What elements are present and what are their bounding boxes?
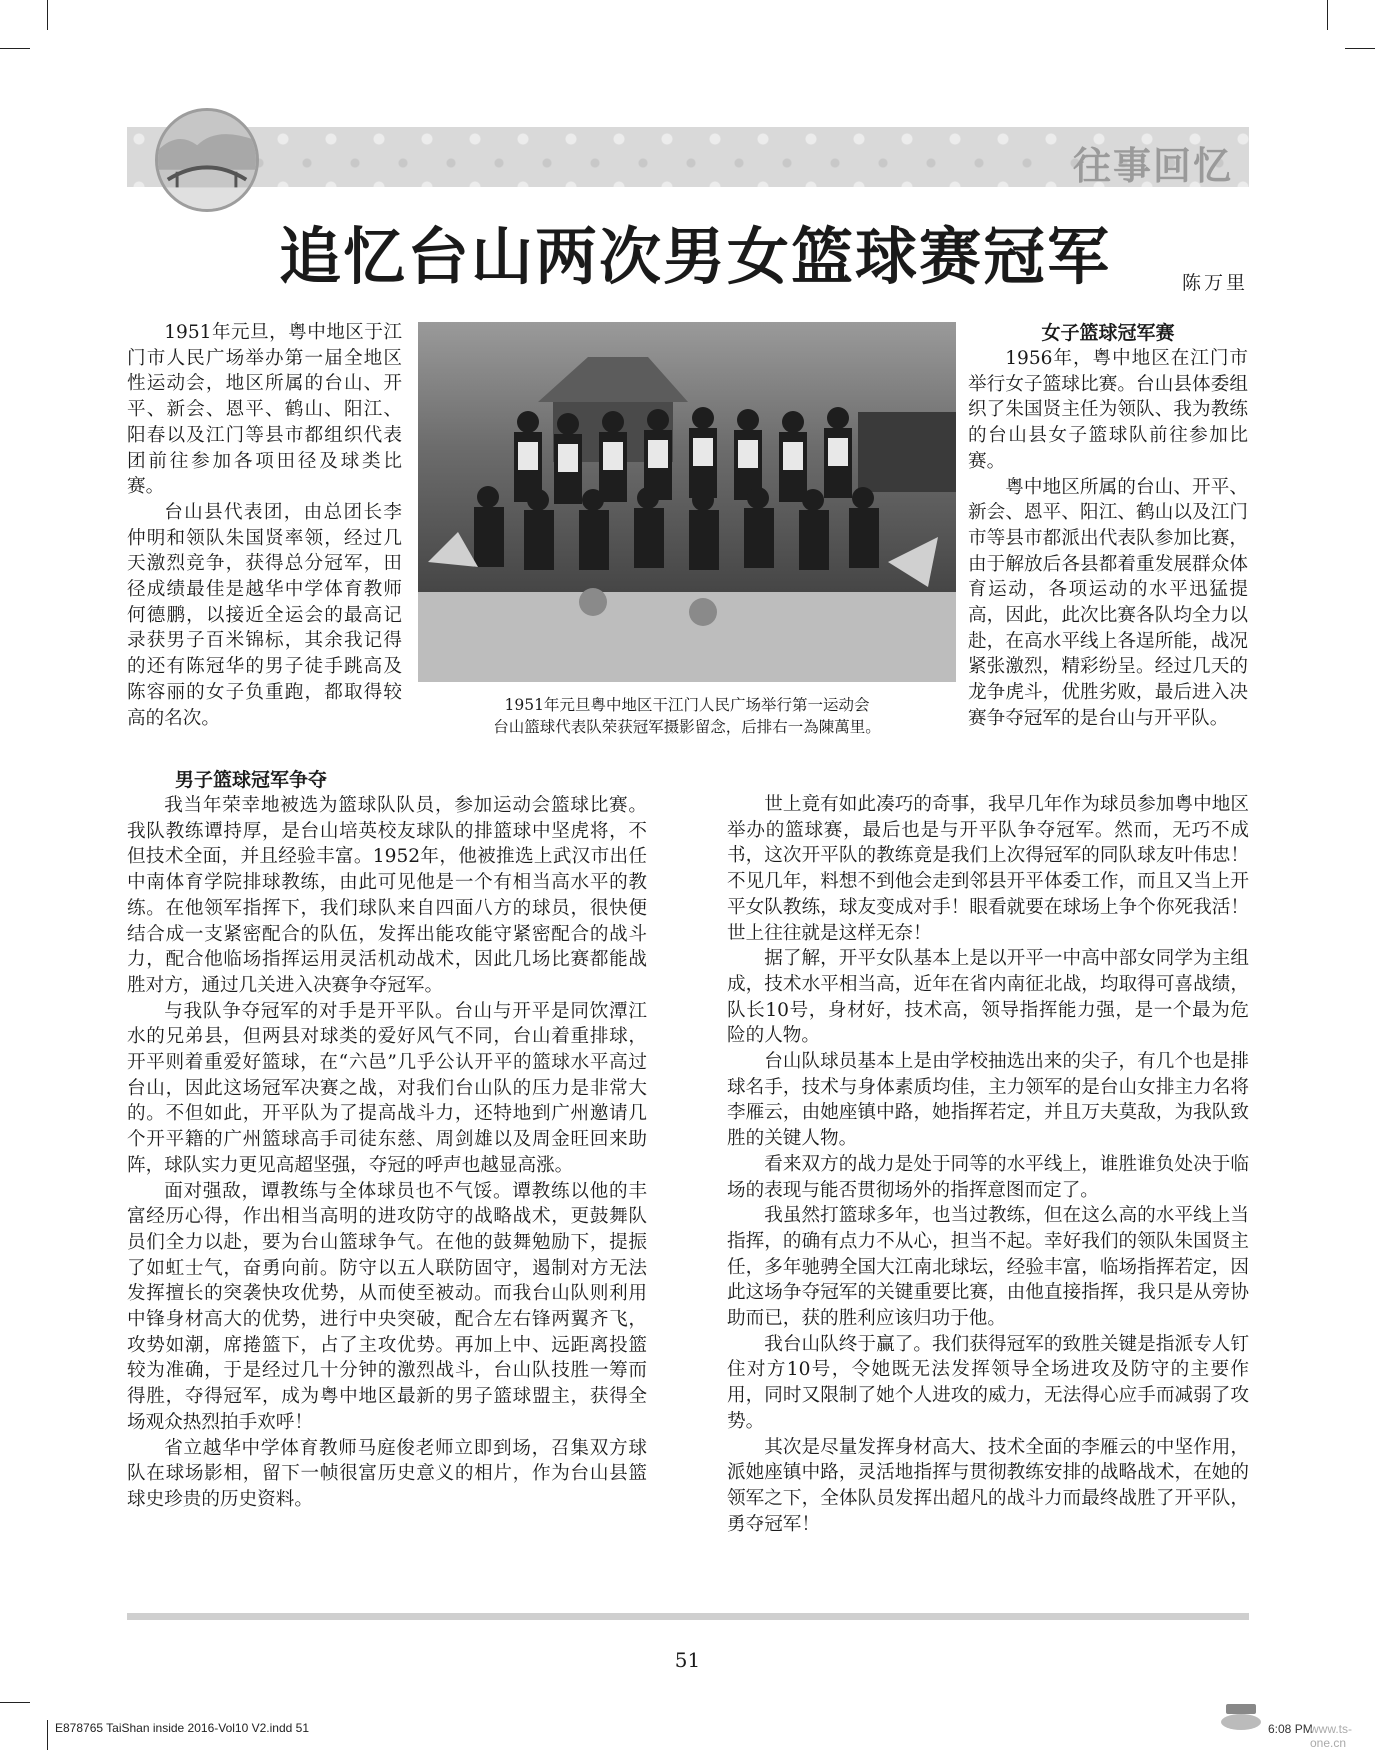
bridge-landscape-icon bbox=[155, 108, 259, 212]
watermark-url: www.ts-one.cn bbox=[1310, 1722, 1352, 1750]
paragraph: 其次是尽量发挥身材高大、技术全面的李雁云的中坚作用，派她座镇中路，灵活地指挥与贯彻教练安排的战略战术，在她的领军之下，全体队员发挥出超凡的战斗力而最终战胜了开平队，勇夺冠军！ bbox=[727, 1436, 1249, 1535]
section-heading: 女子篮球冠军赛 bbox=[1041, 322, 1175, 344]
section-header-band bbox=[127, 127, 1249, 187]
paragraph: 世上竟有如此凑巧的奇事，我早几年作为球员参加粤中地区举办的篮球赛，最后也是与开平队争夺冠军。然而，无巧不成书，这次开平队的教练竟是我们上次得冠军的同队球友叶伟忠！不见几年，料想不到他会走到邻县开平体委工作，而且又当上开平女队教练，球友变成对手！眼看就要在球场上争个你死我活！世上往往就是这样无奈！ bbox=[727, 794, 1249, 944]
paragraph: 我当年荣幸地被选为篮球队队员，参加运动会篮球比赛。我队教练谭持厚，是台山培英校友球队的排篮球中坚虎将，不但技术全面，并且经验丰富。1952年，他被推选上武汉市出任中南体育学院排球教练，由此可见他是一个有相当高水平的教练。在他领军指挥下，我们球队来自四面八方的球员，很快便结合成一支紧密配合的队伍，发挥出能攻能守紧密配合的战斗力，配合他临场指挥运用灵活机动战术，因此几场比赛都能战胜对方，通过几关进入决赛争夺冠军。 bbox=[127, 795, 647, 996]
page-number: 51 bbox=[674, 1648, 701, 1672]
paragraph: 1951年元旦，粤中地区于江门市人民广场举办第一届全地区性运动会，地区所属的台山、开平、新会、恩平、鹤山、阳江、阳春以及江门等县市都组织代表团前往参加各项田径及球类比赛。 bbox=[127, 322, 402, 498]
print-slug: E878765 TaiShan inside 2016-Vol10 V2.indd 51 bbox=[55, 1721, 309, 1735]
paragraph: 我台山队终于赢了。我们获得冠军的致胜关键是指派专人钉住对方10号，令她既无法发挥领导全场进攻及防守的主要作用，同时又限制了她个人进攻的威力，无法得心应手而减弱了攻势。 bbox=[727, 1333, 1249, 1432]
paragraph: 面对强敌，谭教练与全体球员也不气馁。谭教练以他的丰富经历心得，作出相当高明的进攻防守的战略战术，更鼓舞队员们全力以赴，要为台山篮球争气。在他的鼓舞勉励下，提振了如虹士气，奋勇向前。防守以五人联防固守，遏制对方无法发挥擅长的突袭快攻优势，从而使至被动。而我台山队则利用中锋身材高大的优势，进行中央突破，配合左右锋两翼齐飞，攻势如潮，席捲篮下，占了主攻优势。再加上中、远距离投篮较为准确，于是经过几十分钟的激烈战斗，台山队技胜一筹而得胜，夺得冠军，成为粤中地区最新的男子篮球盟主，获得全场观众热烈拍手欢呼！ bbox=[127, 1180, 647, 1433]
crop-mark bbox=[1345, 48, 1375, 49]
section-label: 往事回忆 bbox=[1072, 144, 1233, 188]
paragraph: 省立越华中学体育教师马庭俊老师立即到场，召集双方球队在球场影相，留下一帧很富历史意义的相片，作为台山县篮球史珍贵的历史资料。 bbox=[127, 1437, 647, 1510]
photo-caption bbox=[418, 694, 956, 738]
author-name: 陈万里 bbox=[1181, 272, 1248, 294]
crop-mark bbox=[47, 0, 48, 30]
watermark-time: 6:08 PM bbox=[1268, 1722, 1313, 1736]
watermark-logo-icon bbox=[1218, 1702, 1264, 1732]
men-section bbox=[127, 767, 647, 1513]
women-section-upper bbox=[968, 320, 1248, 732]
paragraph: 看来双方的战力是处于同等的水平线上，谁胜谁负处决于临场的表现与能否贯彻场外的指挥意图而定了。 bbox=[727, 1153, 1249, 1201]
crop-mark bbox=[0, 48, 30, 49]
crop-mark bbox=[0, 1702, 30, 1703]
section-heading: 男子篮球冠军争夺 bbox=[175, 769, 328, 791]
crop-mark bbox=[47, 1720, 48, 1750]
women-section-lower bbox=[727, 792, 1249, 1537]
team-photo bbox=[418, 322, 956, 682]
footer-rule bbox=[127, 1613, 1249, 1620]
paragraph: 1956年，粤中地区在江门市举行女子篮球比赛。台山县体委组织了朱国贤主任为领队、我为教练的台山县女子篮球队前往参加比赛。 bbox=[968, 348, 1248, 472]
intro-column bbox=[127, 320, 402, 731]
paragraph: 我虽然打篮球多年，也当过教练，但在这么高的水平线上当指挥，的确有点力不从心，担当不起。幸好我们的领队朱国贤主任，多年驰骋全国大江南北球坛，经验丰富，临场指挥若定，因此这场争夺冠军的关键重要比赛，由他直接指挥，我只是从旁协助而已，获的胜利应该归功于他。 bbox=[727, 1205, 1249, 1330]
crop-mark bbox=[1327, 0, 1328, 30]
caption-line: 台山篮球代表队荣获冠军摄影留念，后排右一為陳萬里。 bbox=[493, 718, 881, 736]
article-title: 追忆台山两次男女篮球赛冠军 bbox=[278, 220, 1111, 293]
paragraph: 据了解，开平女队基本上是以开平一中高中部女同学为主组成，技术水平相当高，近年在省内南征北战，均取得可喜战绩，队长10号，身材好，技术高，领导指挥能力强，是一个最为危险的人物。 bbox=[727, 948, 1249, 1047]
caption-line: 1951年元旦粤中地区干江门人民广场举行第一运动会 bbox=[504, 696, 870, 714]
paragraph: 与我队争夺冠军的对手是开平队。台山与开平是同饮潭江水的兄弟县，但两县对球类的爱好风气不同，台山着重排球，开平则着重爱好篮球，在“六邑”几乎公认开平的篮球水平高过台山，因此这场冠军决赛之战，对我们台山队的压力是非常大的。不但如此，开平队为了提高战斗力，还特地到广州邀请几个开平籍的广州篮球高手司徒东慈、周剑雄以及周金旺回来助阵，球队实力更见高超坚强，夺冠的呼声也越显高涨。 bbox=[127, 1000, 647, 1176]
paragraph: 台山县代表团，由总团长李仲明和领队朱国贤率领，经过几天激烈竞争，获得总分冠军，田径成绩最佳是越华中学体育教师何德鹏，以接近全运会的最高记录获男子百米锦标，其余我记得的还有陈冠华的男子徒手跳高及陈容丽的女子负重跑，都取得较高的名次。 bbox=[127, 501, 402, 729]
paragraph: 台山队球员基本上是由学校抽选出来的尖子，有几个也是排球名手，技术与身体素质均佳，主力领军的是台山女排主力名将李雁云，由她座镇中路，她指挥若定，并且万夫莫敌，为我队致胜的关键人物。 bbox=[727, 1051, 1249, 1150]
paragraph: 粤中地区所属的台山、开平、新会、恩平、阳江、鹤山以及江门市等县市都派出代表队参加比赛，由于解放后各县都着重发展群众体育运动，各项运动的水平迅猛提高，因此，此次比赛各队均全力以赴，在高水平线上各逞所能，战况紧张激烈，精彩纷呈。经过几天的龙争虎斗，优胜劣败，最后进入决赛争夺冠军的是台山与开平队。 bbox=[968, 476, 1248, 729]
